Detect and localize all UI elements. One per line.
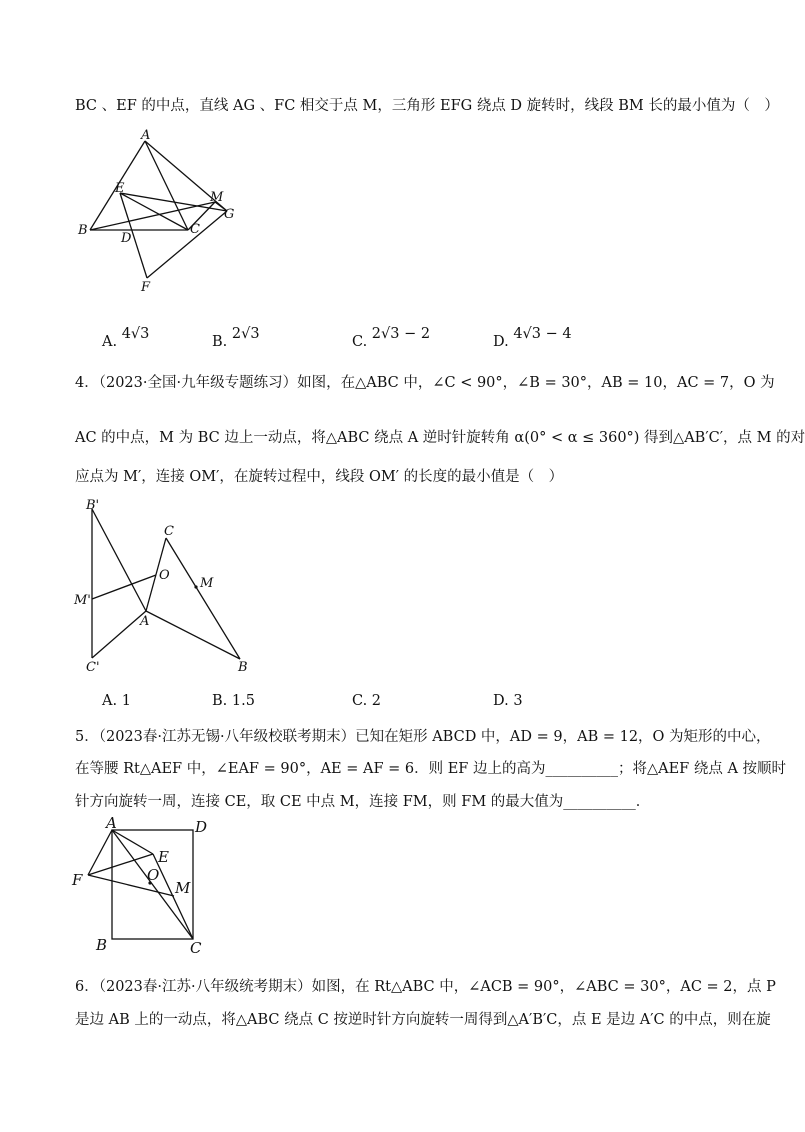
q4-point-m (194, 585, 197, 588)
q3-option-c: C. 2√3 − 2 (352, 326, 431, 350)
q4-option-a: A. 1 (102, 693, 131, 709)
q3-option-b: B. 2√3 (212, 326, 260, 350)
q5-text-line-2: 在等腰 Rt△AEF 中，∠EAF = 90°，AE = AF = 6．则 EF 边上的高为__________；将△AEF 绕点 A 按顺时 (75, 761, 787, 777)
q3-label-E: E (115, 181, 125, 196)
q3-label-F: F (141, 280, 151, 295)
q4-option-c: C. 2 (352, 693, 382, 709)
q5-label-D: D (195, 818, 208, 836)
q3-figure (75, 125, 255, 295)
q4-option-d: D. 3 (493, 693, 523, 709)
q3-option-d: D. 4√3 − 4 (493, 326, 572, 350)
q3-label-A: A (141, 128, 151, 143)
q5-label-B: B (96, 936, 108, 954)
q3-label-B: B (78, 223, 88, 238)
q4-text-line-2: AC 的中点，M 为 BC 边上一动点，将△ABC 绕点 A 逆时针旋转角 α(0° < α ≤ 360°) 得到△AB′C′，点 M 的对 (75, 430, 805, 446)
q3-text-line-1: BC 、EF 的中点，直线 AG 、FC 相交于点 M，三角形 EFG 绕点 D 旋转时，线段 BM 长的最小值为（ ） (75, 98, 779, 114)
q4-text-line-3: 应点为 M′，连接 OM′，在旋转过程中，线段 OM′ 的长度的最小值是（ ） (75, 469, 564, 485)
q3-label-D: D (121, 231, 132, 246)
q4-option-b: B. 1.5 (212, 693, 255, 709)
q3-option-a: A. 4√3 (102, 326, 150, 350)
q5-label-F: F (72, 871, 83, 889)
q4-label-M-prime: M' (74, 593, 91, 608)
q4-text-line-1: 4．（2023·全国·九年级专题练习）如图，在△ABC 中，∠C < 90°，∠B = 30°，AB = 10，AC = 7，O 为 (75, 375, 775, 391)
q6-text-line-2: 是边 AB 上的一动点，将△ABC 绕点 C 按逆时针方向旋转一周得到△A′B′C，点 E 是边 A′C 的中点，则在旋 (75, 1012, 771, 1028)
q5-figure (70, 812, 220, 957)
q3-label-M: M (210, 190, 224, 205)
q5-label-A: A (106, 814, 117, 832)
q4-label-C-prime: C' (86, 660, 100, 675)
q3-label-G: G (224, 207, 235, 222)
q4-figure (74, 495, 265, 675)
q4-label-C: C (164, 524, 174, 539)
q5-label-E: E (158, 848, 169, 866)
q4-label-O: O (159, 568, 170, 583)
q5-text-line-1: 5．（2023春·江苏无锡·八年级校联考期末）已知在矩形 ABCD 中，AD = 9，AB = 12，O 为矩形的中心， (75, 729, 771, 745)
q5-label-M: M (175, 879, 191, 897)
q5-text-line-3: 针方向旋转一周，连接 CE，取 CE 中点 M，连接 FM，则 FM 的最大值为__________． (75, 794, 651, 810)
q3-label-C: C (190, 222, 200, 237)
q4-label-A: A (140, 614, 150, 629)
q5-label-O: O (147, 866, 160, 884)
q4-label-B: B (238, 660, 248, 675)
q4-label-B-prime: B' (86, 498, 100, 513)
q5-label-C: C (190, 939, 202, 957)
q6-text-line-1: 6．（2023春·江苏·八年级统考期末）如图，在 Rt△ABC 中，∠ACB = 90°，∠ABC = 30°，AC = 2，点 P (75, 979, 776, 995)
q4-label-M: M (200, 576, 214, 591)
